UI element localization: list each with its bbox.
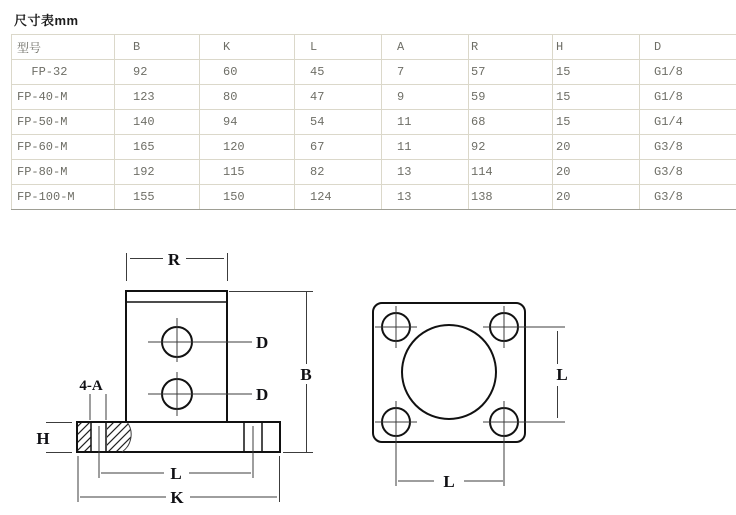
value-cell: 82 [295, 160, 382, 185]
table-row [12, 85, 736, 110]
value-cell: G3/8 [640, 160, 736, 185]
value-cell: G3/8 [640, 185, 736, 210]
value-cell: G1/8 [640, 60, 736, 85]
value-cell: 165 [115, 135, 200, 160]
table-row [12, 110, 736, 135]
value-cell: 120 [200, 135, 295, 160]
value-cell: 67 [295, 135, 382, 160]
value-cell: 60 [200, 60, 295, 85]
side-view-drawing [36, 250, 313, 507]
col-header-r: R [469, 35, 553, 60]
model-cell: FP-80-M [12, 160, 115, 185]
value-cell: 115 [200, 160, 295, 185]
value-cell: 47 [295, 85, 382, 110]
col-header-b: B [115, 35, 200, 60]
value-cell: 92 [115, 60, 200, 85]
model-cell: FP-100-M [12, 185, 115, 210]
value-cell: 13 [382, 160, 469, 185]
value-cell: 140 [115, 110, 200, 135]
col-header-h: H [553, 35, 640, 60]
value-cell: 9 [382, 85, 469, 110]
dim-label-4a: 4-A [79, 378, 103, 394]
value-cell: 192 [115, 160, 200, 185]
col-header-a: A [382, 35, 469, 60]
col-header-d: D [640, 35, 736, 60]
value-cell: G1/8 [640, 85, 736, 110]
dim-label-k: K [170, 488, 184, 507]
value-cell: 11 [382, 135, 469, 160]
value-cell: 13 [382, 185, 469, 210]
value-cell: 92 [469, 135, 553, 160]
value-cell: 155 [115, 185, 200, 210]
table-row [12, 160, 736, 185]
top-view-drawing [373, 303, 568, 491]
value-cell: 15 [553, 60, 640, 85]
value-cell: 7 [382, 60, 469, 85]
value-cell: 57 [469, 60, 553, 85]
value-cell: 54 [295, 110, 382, 135]
dim-label-l-side: L [170, 464, 182, 483]
dimension-table [11, 34, 736, 210]
value-cell: G1/4 [640, 110, 736, 135]
value-cell: 15 [553, 85, 640, 110]
page-title: 尺寸表mm [14, 13, 79, 28]
table-row [12, 135, 736, 160]
dim-label-d-top: D [256, 333, 269, 352]
value-cell: 59 [469, 85, 553, 110]
value-cell: 80 [200, 85, 295, 110]
table-row [12, 60, 736, 85]
value-cell: 15 [553, 110, 640, 135]
dim-label-h: H [36, 429, 50, 448]
dim-label-b: B [300, 365, 312, 384]
model-cell: FP-50-M [12, 110, 115, 135]
table-header-row [12, 35, 736, 60]
technical-drawing [0, 240, 736, 515]
value-cell: 20 [553, 135, 640, 160]
dim-label-l-horizontal: L [443, 472, 455, 491]
value-cell: 124 [295, 185, 382, 210]
model-cell: FP-32 [12, 60, 115, 85]
model-cell: FP-60-M [12, 135, 115, 160]
value-cell: G3/8 [640, 135, 736, 160]
dim-label-d-bottom: D [256, 385, 269, 404]
value-cell: 138 [469, 185, 553, 210]
value-cell: 20 [553, 160, 640, 185]
value-cell: 20 [553, 185, 640, 210]
table-row [12, 185, 736, 210]
col-header-k: K [200, 35, 295, 60]
value-cell: 68 [469, 110, 553, 135]
value-cell: 150 [200, 185, 295, 210]
dim-label-r: R [167, 250, 181, 269]
col-header-l: L [295, 35, 382, 60]
model-cell: FP-40-M [12, 85, 115, 110]
value-cell: 114 [469, 160, 553, 185]
value-cell: 123 [115, 85, 200, 110]
value-cell: 94 [200, 110, 295, 135]
col-header-model: 型号 [12, 35, 115, 60]
dim-label-l-vertical: L [556, 365, 568, 384]
value-cell: 45 [295, 60, 382, 85]
value-cell: 11 [382, 110, 469, 135]
